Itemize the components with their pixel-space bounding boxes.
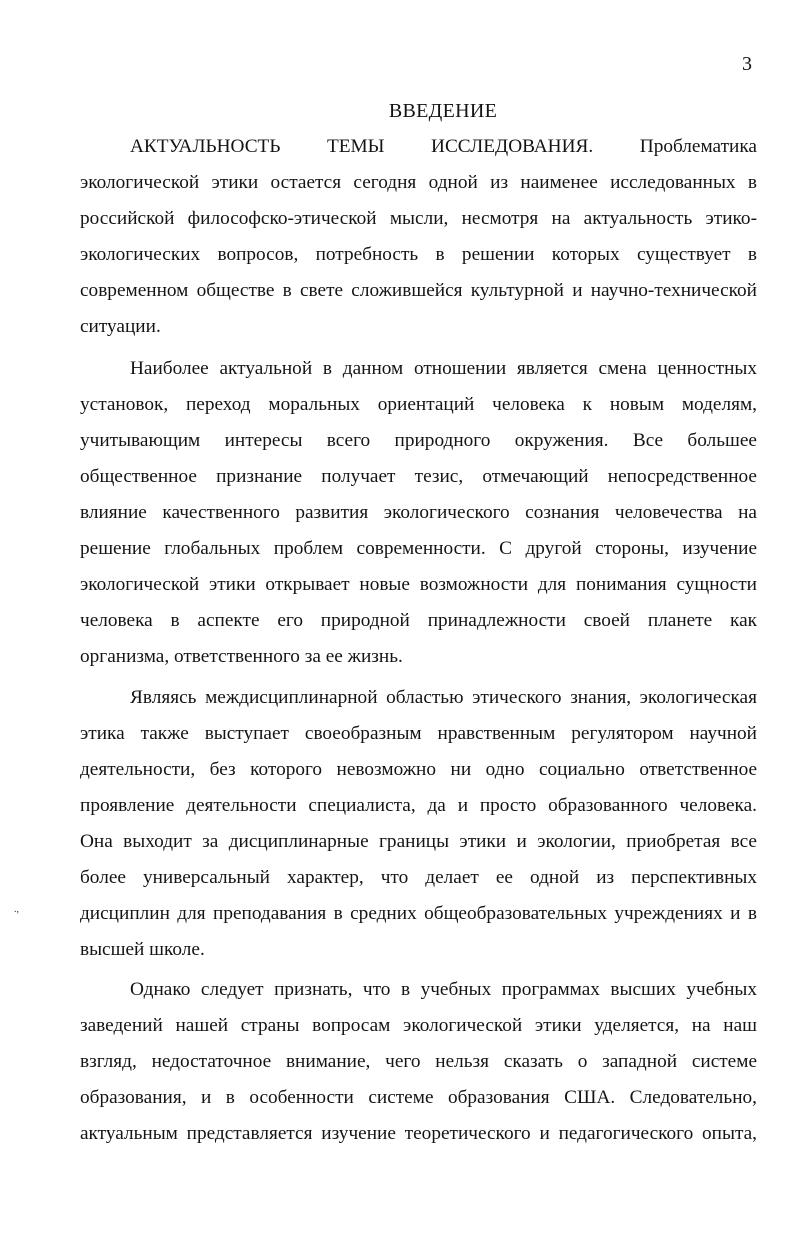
- paragraph-line: образования, и в особенности системе образования США. Следовательно,: [80, 1087, 757, 1108]
- paragraph-value-shift: [80, 351, 757, 675]
- section-heading: ВВЕДЕНИЕ: [388, 100, 498, 122]
- paragraph-line: Наиболее актуальной в данном отношении является смена ценностных: [130, 358, 757, 379]
- paragraph-line: Являясь междисциплинарной областью этического знания, экологическая: [130, 687, 757, 708]
- paragraph-line: экологической этики открывает новые возможности для понимания сущности: [80, 574, 757, 595]
- paragraph-line: человека в аспекте его природной принадлежности своей планете как: [80, 610, 757, 631]
- paragraph-line: актуальным представляется изучение теоретического и педагогического опыта,: [80, 1123, 757, 1144]
- scan-artifact: .,: [14, 904, 19, 915]
- body-text: [80, 129, 757, 1152]
- paragraph-line: АКТУАЛЬНОСТЬ ТЕМЫ ИССЛЕДОВАНИЯ. Проблематика: [130, 136, 757, 157]
- paragraph-interdisciplinary: [80, 680, 757, 968]
- paragraph-line: Она выходит за дисциплинарные границы этики и экологии, приобретая все: [80, 831, 757, 852]
- paragraph-line: организма, ответственного за ее жизнь.: [80, 646, 403, 667]
- paragraph-line: установок, переход моральных ориентаций человека к новым моделям,: [80, 394, 757, 415]
- paragraph-line: современном обществе в свете сложившейся культурной и научно-технической: [80, 280, 757, 301]
- paragraph-line: экологической этики остается сегодня одной из наименее исследованных в: [80, 172, 757, 193]
- paragraph-line: экологических вопросов, потребность в решении которых существует в: [80, 244, 757, 265]
- paragraph-relevance: [80, 129, 757, 345]
- paragraph-line: Однако следует признать, что в учебных программах высших учебных: [130, 979, 757, 1000]
- paragraph-line: этика также выступает своеобразным нравственным регулятором научной: [80, 723, 757, 744]
- paragraph-line: деятельности, без которого невозможно ни одно социально ответственное: [80, 759, 757, 780]
- paragraph-curriculum: [80, 972, 757, 1152]
- paragraph-line: учитывающим интересы всего природного окружения. Все большее: [80, 430, 757, 451]
- page-number: 3: [742, 53, 752, 75]
- paragraph-line: ситуации.: [80, 316, 161, 337]
- paragraph-line: общественное признание получает тезис, отмечающий непосредственное: [80, 466, 757, 487]
- paragraph-line: высшей школе.: [80, 939, 205, 960]
- paragraph-line: решение глобальных проблем современности. С другой стороны, изучение: [80, 538, 757, 559]
- paragraph-line: более универсальный характер, что делает ее одной из перспективных: [80, 867, 757, 888]
- paragraph-line: влияние качественного развития экологического сознания человечества на: [80, 502, 757, 523]
- paragraph-line: российской философско-этической мысли, несмотря на актуальность этико-: [80, 208, 757, 229]
- paragraph-line: дисциплин для преподавания в средних общеобразовательных учреждениях и в: [80, 903, 757, 924]
- paragraph-line: проявление деятельности специалиста, да и просто образованного человека.: [80, 795, 757, 816]
- paragraph-line: взгляд, недостаточное внимание, чего нельзя сказать о западной системе: [80, 1051, 757, 1072]
- paragraph-line: заведений нашей страны вопросам экологической этики уделяется, на наш: [80, 1015, 757, 1036]
